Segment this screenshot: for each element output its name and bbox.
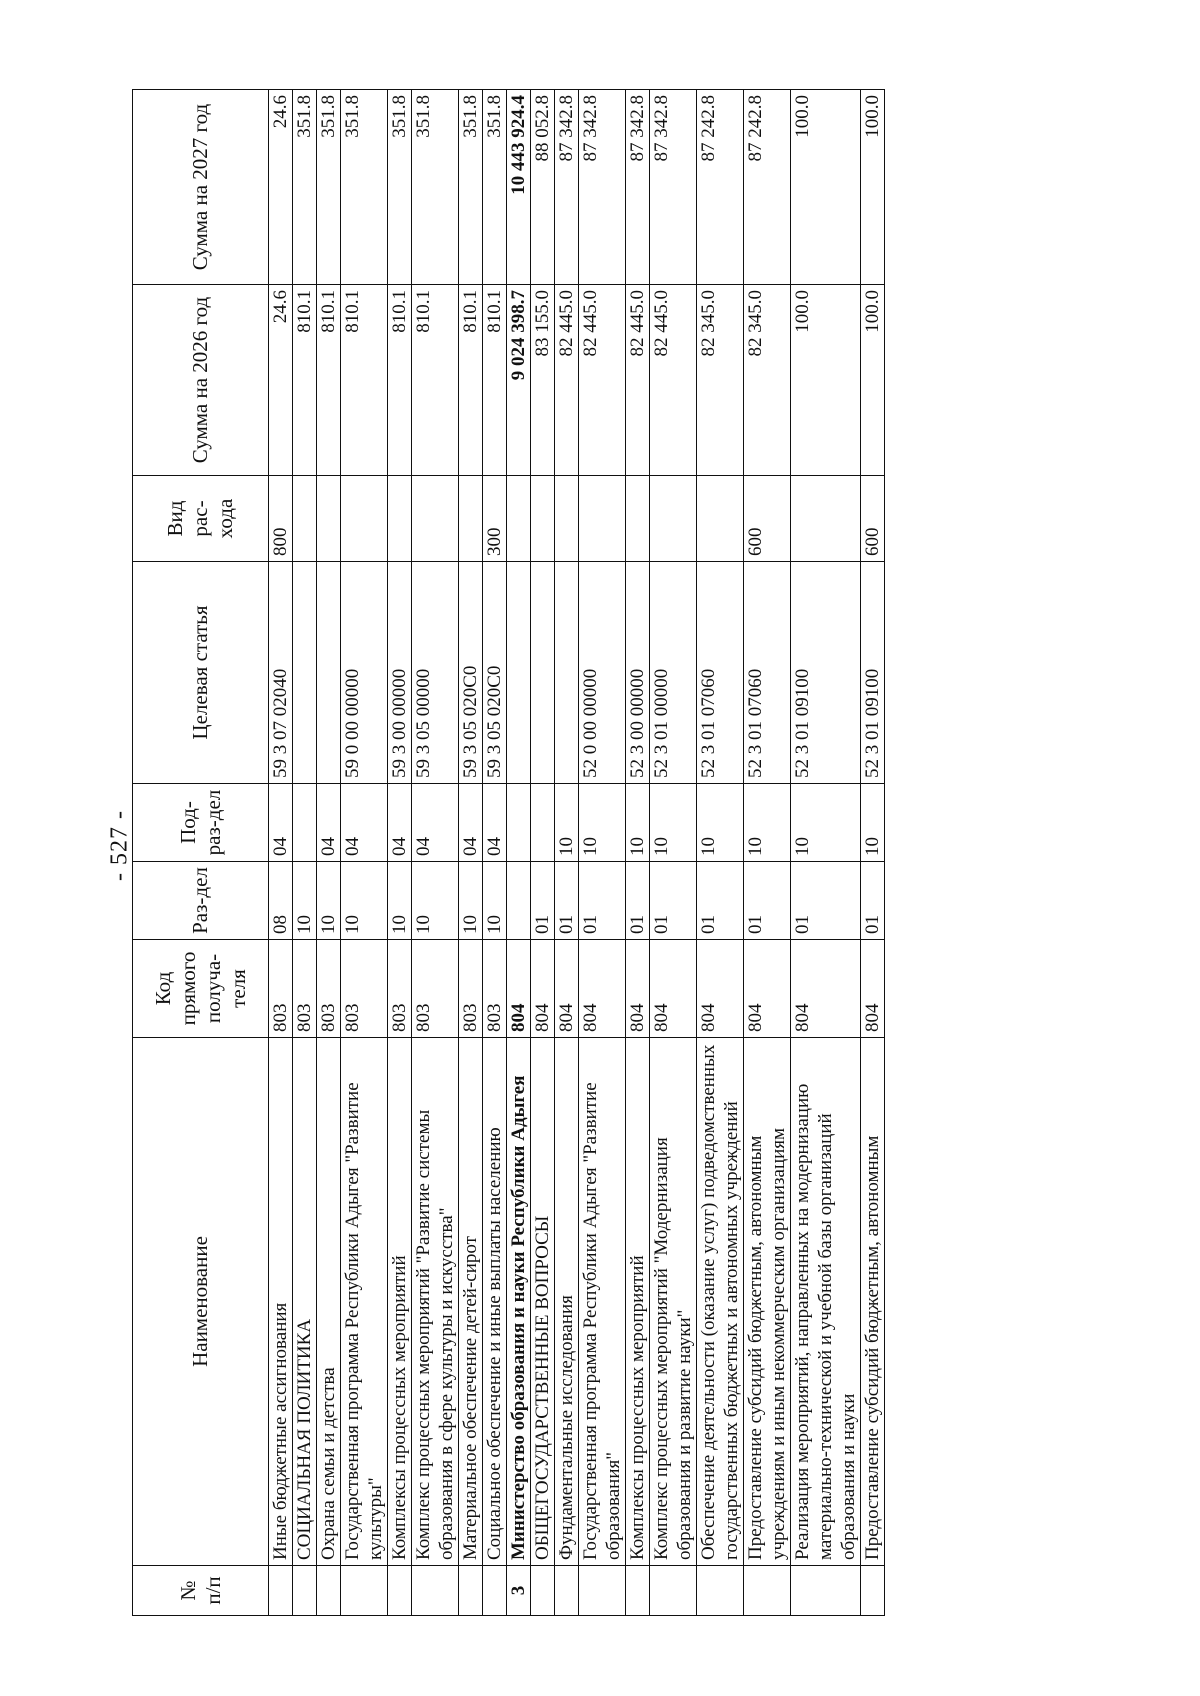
cell-sum-2026: 810.1 xyxy=(412,285,459,476)
cell-sum-2026: 82 445.0 xyxy=(555,285,579,476)
cell-name: Охрана семьи и детства xyxy=(317,1038,341,1566)
cell-sum-2026: 82 445.0 xyxy=(626,285,650,476)
cell-name: Комплекс процессных мероприятий "Модернизация образования и развитие науки" xyxy=(650,1038,697,1566)
cell-grbs: 804 xyxy=(744,940,791,1038)
budget-table xyxy=(132,89,885,1616)
cell-target-article: 52 3 01 00000 xyxy=(650,562,697,784)
cell-podrazdel: 04 xyxy=(317,784,341,862)
cell-razdel: 01 xyxy=(650,862,697,940)
cell-target-article: 52 3 01 09100 xyxy=(791,562,861,784)
cell-sum-2027: 351.8 xyxy=(341,90,388,285)
table-row xyxy=(507,90,531,1616)
cell-podrazdel: 04 xyxy=(341,784,388,862)
cell-num xyxy=(459,1566,483,1616)
cell-target-article: 52 3 00 00000 xyxy=(626,562,650,784)
table-row xyxy=(744,90,791,1616)
header-grbs: Код прямого получа-теля xyxy=(133,940,269,1038)
cell-num xyxy=(341,1566,388,1616)
cell-sum-2026: 810.1 xyxy=(483,285,507,476)
cell-expense-type xyxy=(650,476,697,562)
cell-grbs: 804 xyxy=(507,940,531,1038)
cell-grbs: 803 xyxy=(293,940,317,1038)
cell-name: Государственная программа Республики Адыгея "Развитие образования" xyxy=(579,1038,626,1566)
cell-expense-type xyxy=(317,476,341,562)
cell-podrazdel: 10 xyxy=(626,784,650,862)
cell-sum-2026: 810.1 xyxy=(293,285,317,476)
budget-table-wrapper xyxy=(132,90,1095,1616)
cell-sum-2027: 351.8 xyxy=(412,90,459,285)
cell-expense-type: 600 xyxy=(744,476,791,562)
cell-target-article xyxy=(555,562,579,784)
cell-razdel: 01 xyxy=(579,862,626,940)
cell-expense-type xyxy=(579,476,626,562)
cell-podrazdel: 10 xyxy=(697,784,744,862)
cell-expense-type: 300 xyxy=(483,476,507,562)
cell-razdel: 01 xyxy=(626,862,650,940)
cell-grbs: 804 xyxy=(791,940,861,1038)
cell-grbs: 804 xyxy=(697,940,744,1038)
cell-expense-type: 600 xyxy=(861,476,885,562)
cell-sum-2027: 87 342.8 xyxy=(579,90,626,285)
cell-podrazdel xyxy=(531,784,555,862)
cell-razdel: 08 xyxy=(269,862,293,940)
cell-grbs: 803 xyxy=(459,940,483,1038)
cell-sum-2027: 24.6 xyxy=(269,90,293,285)
cell-podrazdel: 10 xyxy=(791,784,861,862)
cell-expense-type xyxy=(531,476,555,562)
cell-razdel: 01 xyxy=(861,862,885,940)
cell-expense-type xyxy=(412,476,459,562)
table-header-row xyxy=(133,90,269,1616)
cell-sum-2026: 82 445.0 xyxy=(650,285,697,476)
cell-razdel: 10 xyxy=(341,862,388,940)
cell-num xyxy=(697,1566,744,1616)
cell-sum-2026: 9 024 398.7 xyxy=(507,285,531,476)
cell-target-article xyxy=(531,562,555,784)
cell-sum-2027: 87 342.8 xyxy=(555,90,579,285)
table-row xyxy=(579,90,626,1616)
cell-grbs: 803 xyxy=(341,940,388,1038)
table-row xyxy=(483,90,507,1616)
cell-num xyxy=(483,1566,507,1616)
table-row xyxy=(388,90,412,1616)
cell-razdel: 01 xyxy=(555,862,579,940)
cell-podrazdel: 10 xyxy=(650,784,697,862)
cell-sum-2026: 83 155.0 xyxy=(531,285,555,476)
cell-name: Иные бюджетные ассигнования xyxy=(269,1038,293,1566)
cell-razdel: 01 xyxy=(697,862,744,940)
cell-name: СОЦИАЛЬНАЯ ПОЛИТИКА xyxy=(293,1038,317,1566)
cell-target-article: 52 3 01 07060 xyxy=(744,562,791,784)
cell-sum-2027: 88 052.8 xyxy=(531,90,555,285)
cell-sum-2027: 10 443 924.4 xyxy=(507,90,531,285)
table-row xyxy=(650,90,697,1616)
cell-name: Министерство образования и науки Республики Адыгея xyxy=(507,1038,531,1566)
table-row xyxy=(412,90,459,1616)
cell-sum-2027: 100.0 xyxy=(861,90,885,285)
cell-sum-2027: 87 242.8 xyxy=(697,90,744,285)
cell-razdel: 01 xyxy=(791,862,861,940)
table-row xyxy=(697,90,744,1616)
cell-num xyxy=(531,1566,555,1616)
cell-podrazdel: 10 xyxy=(555,784,579,862)
cell-razdel: 10 xyxy=(483,862,507,940)
cell-sum-2026: 100.0 xyxy=(861,285,885,476)
cell-podrazdel: 10 xyxy=(744,784,791,862)
cell-num xyxy=(650,1566,697,1616)
header-razdel: Раз-дел xyxy=(133,862,269,940)
cell-razdel: 10 xyxy=(412,862,459,940)
cell-podrazdel: 04 xyxy=(269,784,293,862)
cell-podrazdel: 04 xyxy=(388,784,412,862)
cell-sum-2027: 351.8 xyxy=(293,90,317,285)
header-sum-2026: Сумма на 2026 год xyxy=(133,285,269,476)
cell-name: Обеспечение деятельности (оказание услуг) подведомственных государственных бюджетных и автономных учреждений xyxy=(697,1038,744,1566)
table-row xyxy=(269,90,293,1616)
cell-razdel: 01 xyxy=(531,862,555,940)
cell-target-article: 59 3 07 02040 xyxy=(269,562,293,784)
cell-name: Комплексы процессных мероприятий xyxy=(388,1038,412,1566)
cell-sum-2026: 82 345.0 xyxy=(697,285,744,476)
cell-grbs: 803 xyxy=(412,940,459,1038)
cell-num xyxy=(579,1566,626,1616)
cell-target-article: 59 3 00 00000 xyxy=(388,562,412,784)
cell-grbs: 804 xyxy=(531,940,555,1038)
cell-target-article: 59 0 00 00000 xyxy=(341,562,388,784)
cell-expense-type: 800 xyxy=(269,476,293,562)
cell-sum-2027: 87 342.8 xyxy=(650,90,697,285)
cell-razdel xyxy=(507,862,531,940)
cell-num xyxy=(555,1566,579,1616)
cell-expense-type xyxy=(555,476,579,562)
header-num: № п/п xyxy=(133,1566,269,1616)
cell-expense-type xyxy=(293,476,317,562)
cell-num xyxy=(412,1566,459,1616)
cell-expense-type xyxy=(459,476,483,562)
cell-name: Комплексы процессных мероприятий xyxy=(626,1038,650,1566)
table-row xyxy=(459,90,483,1616)
cell-razdel: 10 xyxy=(293,862,317,940)
cell-razdel: 10 xyxy=(317,862,341,940)
cell-sum-2027: 87 242.8 xyxy=(744,90,791,285)
table-row xyxy=(555,90,579,1616)
table-row xyxy=(626,90,650,1616)
cell-num xyxy=(317,1566,341,1616)
cell-target-article: 59 3 05 020C0 xyxy=(459,562,483,784)
cell-sum-2027: 351.8 xyxy=(459,90,483,285)
cell-expense-type xyxy=(388,476,412,562)
cell-podrazdel: 04 xyxy=(412,784,459,862)
cell-grbs: 804 xyxy=(626,940,650,1038)
cell-sum-2026: 810.1 xyxy=(459,285,483,476)
cell-name: Материальное обеспечение детей-сирот xyxy=(459,1038,483,1566)
cell-sum-2026: 810.1 xyxy=(388,285,412,476)
cell-grbs: 804 xyxy=(861,940,885,1038)
cell-sum-2026: 810.1 xyxy=(317,285,341,476)
cell-podrazdel: 04 xyxy=(483,784,507,862)
cell-podrazdel xyxy=(507,784,531,862)
table-body xyxy=(269,90,885,1616)
cell-podrazdel xyxy=(293,784,317,862)
cell-name: ОБЩЕГОСУДАРСТВЕННЫЕ ВОПРОСЫ xyxy=(531,1038,555,1566)
cell-name: Социальное обеспечение и иные выплаты населению xyxy=(483,1038,507,1566)
header-name: Наименование xyxy=(133,1038,269,1566)
table-row xyxy=(791,90,861,1616)
table-row xyxy=(317,90,341,1616)
header-sum-2027: Сумма на 2027 год xyxy=(133,90,269,285)
cell-grbs: 804 xyxy=(650,940,697,1038)
cell-sum-2027: 100.0 xyxy=(791,90,861,285)
cell-name: Государственная программа Республики Адыгея "Развитие культуры" xyxy=(341,1038,388,1566)
cell-podrazdel: 04 xyxy=(459,784,483,862)
cell-sum-2027: 351.8 xyxy=(317,90,341,285)
header-expense-type: Вид рас-хода xyxy=(133,476,269,562)
cell-num xyxy=(861,1566,885,1616)
cell-name: Предоставление субсидий бюджетным, автономным учреждениям и иным некоммерческим организациям xyxy=(744,1038,791,1566)
cell-num xyxy=(626,1566,650,1616)
cell-target-article: 52 0 00 00000 xyxy=(579,562,626,784)
cell-num: 3 xyxy=(507,1566,531,1616)
header-podrazdel: Под-раз-дел xyxy=(133,784,269,862)
cell-podrazdel: 10 xyxy=(861,784,885,862)
cell-num xyxy=(791,1566,861,1616)
cell-grbs: 804 xyxy=(579,940,626,1038)
cell-grbs: 803 xyxy=(388,940,412,1038)
cell-sum-2027: 87 342.8 xyxy=(626,90,650,285)
cell-num xyxy=(293,1566,317,1616)
cell-expense-type xyxy=(341,476,388,562)
cell-razdel: 01 xyxy=(744,862,791,940)
cell-grbs: 803 xyxy=(269,940,293,1038)
table-row xyxy=(293,90,317,1616)
cell-podrazdel: 10 xyxy=(579,784,626,862)
cell-target-article xyxy=(317,562,341,784)
cell-expense-type xyxy=(626,476,650,562)
cell-target-article: 52 3 01 09100 xyxy=(861,562,885,784)
cell-grbs: 803 xyxy=(483,940,507,1038)
cell-sum-2027: 351.8 xyxy=(388,90,412,285)
cell-sum-2026: 100.0 xyxy=(791,285,861,476)
cell-num xyxy=(388,1566,412,1616)
cell-num xyxy=(744,1566,791,1616)
cell-razdel: 10 xyxy=(388,862,412,940)
cell-grbs: 803 xyxy=(317,940,341,1038)
cell-num xyxy=(269,1566,293,1616)
cell-expense-type xyxy=(507,476,531,562)
cell-sum-2026: 24.6 xyxy=(269,285,293,476)
cell-name: Реализация мероприятий, направленных на модернизацию материально-технической и учебной базы организаций образования и науки xyxy=(791,1038,861,1566)
cell-target-article: 59 3 05 00000 xyxy=(412,562,459,784)
cell-expense-type xyxy=(791,476,861,562)
table-row xyxy=(531,90,555,1616)
cell-name: Предоставление субсидий бюджетным, автономным xyxy=(861,1038,885,1566)
table-row xyxy=(341,90,388,1616)
cell-name: Фундаментальные исследования xyxy=(555,1038,579,1566)
table-row xyxy=(861,90,885,1616)
cell-expense-type xyxy=(697,476,744,562)
cell-sum-2027: 351.8 xyxy=(483,90,507,285)
cell-razdel: 10 xyxy=(459,862,483,940)
cell-target-article xyxy=(507,562,531,784)
page-number: - 527 - xyxy=(106,810,133,881)
header-target-article: Целевая статья xyxy=(133,562,269,784)
cell-sum-2026: 810.1 xyxy=(341,285,388,476)
cell-target-article xyxy=(293,562,317,784)
cell-target-article: 59 3 05 020C0 xyxy=(483,562,507,784)
cell-name: Комплекс процессных мероприятий "Развитие системы образования в сфере культуры и искусства" xyxy=(412,1038,459,1566)
cell-grbs: 804 xyxy=(555,940,579,1038)
cell-sum-2026: 82 445.0 xyxy=(579,285,626,476)
cell-target-article: 52 3 01 07060 xyxy=(697,562,744,784)
cell-sum-2026: 82 345.0 xyxy=(744,285,791,476)
